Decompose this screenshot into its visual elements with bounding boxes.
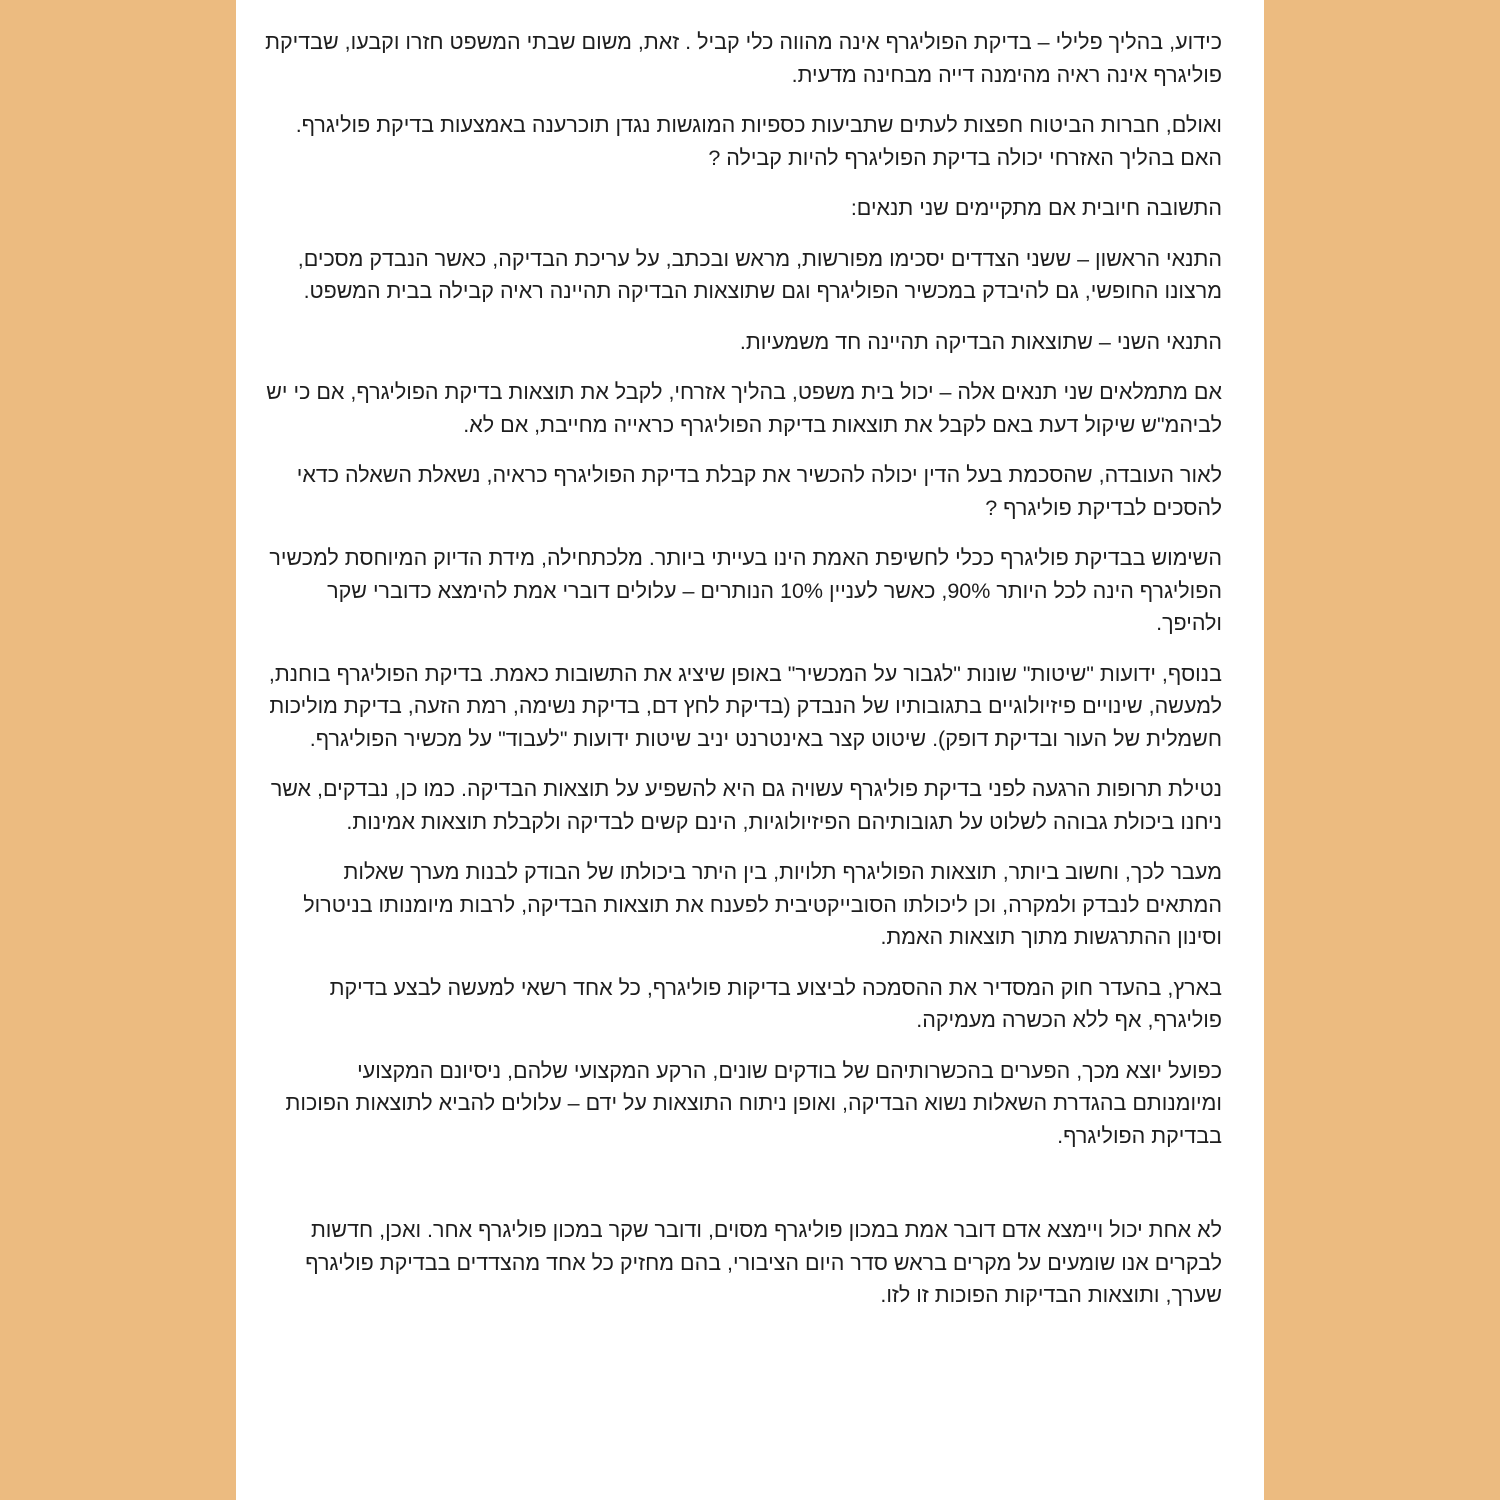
paragraph-examiner-skill: מעבר לכך, וחשוב ביותר, תוצאות הפוליגרף תלויות, בין היתר ביכולתו של הבודק לבנות מערך שאלות המתאים לנבדק ולמקרה, וכן ליכולתו הסובייקטיבית לפענח את תוצאות הבדיקה, לרבות מיומנותו בניטרול וסינון ההתרגשות מתוך תוצאות האמת. xyxy=(303,860,1222,949)
paragraph-court-discretion: אם מתמלאים שני תנאים אלה – יכול בית משפט, בהליך אזרחי, לקבל את תוצאות בדיקת הפוליגרף, אם כי יש לביהמ"ש שיקול דעת באם לקבל את תוצאות בדיקת הפוליגרף כראייה מחייבת, אם לא. xyxy=(266,380,1222,437)
blank-spacer xyxy=(262,1152,1222,1214)
paragraph-accuracy: השימוש בבדיקת פוליגרף ככלי לחשיפת האמת הינו בעייתי ביותר. מלכתחילה, מידת הדיוק המיוחסת למכשיר הפוליגרף הינה לכל היותר 90%, כאשר לעניין 10% הנותרים – עלולים דוברי אמת להימצא כדוברי שקר ולהיפך. xyxy=(269,546,1222,635)
document-body xyxy=(262,26,1222,1312)
paragraph-answer-two-conditions: התשובה חיובית אם מתקיימים שני תנאים: xyxy=(850,196,1222,220)
paragraph-conflicting-institutes: לא אחת יכול ויימצא אדם דובר אמת במכון פוליגרף מסוים, ודובר שקר במכון פוליגרף אחר. ואכן, חדשות לבקרים אנו שומעים על מקרים בראש סדר היום הציבורי, בהם מחזיק כל אחד מהצדדים בבדיקת פוליגרף שערך, ותוצאות הבדיקות הפוכות זו לזו. xyxy=(305,1218,1222,1307)
paragraph-opposite-results: כפועל יוצא מכך, הפערים בהכשרותיהם של בודקים שונים, הרקע המקצועי שלהם, ניסיונם המקצועי ומיומנותם בהגדרת השאלות נשוא הבדיקה, ואופן ניתוח התוצאות על ידם – עלולים להביא לתוצאות הפוכות בבדיקת הפוליגרף. xyxy=(285,1058,1222,1148)
paragraph-sedatives: נטילת תרופות הרגעה לפני בדיקת פוליגרף עשויה גם היא להשפיע על תוצאות הבדיקה. כמו כן, נבדקים, אשר ניחנו ביכולת גבוהה לשלוט על תגובותיהם הפיזיולוגיות, הינם קשים לבדיקה ולקבלת תוצאות אמינות. xyxy=(270,777,1222,834)
paragraph-polygraph-criminal: כידוע, בהליך פלילי – בדיקת הפוליגרף אינה מהווה כלי קביל . זאת, משום שבתי המשפט חזרו וקבעו, שבדיקת פוליגרף אינה ראיה מהימנה דייה מבחינה מדעית. xyxy=(265,30,1222,87)
paragraph-no-regulation: בארץ, בהעדר חוק המסדיר את ההסמכה לביצוע בדיקות פוליגרף, כל אחד רשאי למעשה לבצע בדיקת פוליגרף, אף ללא הכשרה מעמיקה. xyxy=(329,975,1222,1032)
document-page xyxy=(236,0,1264,1500)
paragraph-beating-methods: בנוסף, ידועות "שיטות" שונות "לגבור על המכשיר" באופן שיציג את התשובות כאמת. בדיקת הפוליגרף בוחנת, למעשה, שינויים פיזיולוגיים בתגובותיו של הנבדק (בדיקת לחץ דם, בדיקת נשימה, רמת הזעה, בדיקת מוליכות חשמלית של העור ובדיקת דופק). שיטוט קצר באינטרנט יניב שיטות ידועות "לעבוד" על מכשיר הפוליגרף. xyxy=(268,661,1222,751)
paragraph-first-condition: התנאי הראשון – ששני הצדדים יסכימו מפורשות, מראש ובכתב, על עריכת הבדיקה, כאשר הנבדק מסכים, מרצונו החופשי, גם להיבדק במכשיר הפוליגרף וגם שתוצאות הבדיקה תהיינה ראיה קבילה בבית המשפט. xyxy=(297,246,1222,303)
paragraph-second-condition: התנאי השני – שתוצאות הבדיקה תהיינה חד משמעיות. xyxy=(739,329,1222,354)
paragraph-insurance-companies: ואולם, חברות הביטוח חפצות לעתים שתביעות כספיות המוגשות נגדן תוכרענה באמצעות בדיקת פוליגרף. האם בהליך האזרחי יכולה בדיקת הפוליגרף להיות קבילה ? xyxy=(295,113,1222,170)
paragraph-should-agree-question: לאור העובדה, שהסכמת בעל הדין יכולה להכשיר את קבלת בדיקת הפוליגרף כראיה, נשאלת השאלה כדאי להסכים לבדיקת פוליגרף ? xyxy=(296,463,1222,520)
